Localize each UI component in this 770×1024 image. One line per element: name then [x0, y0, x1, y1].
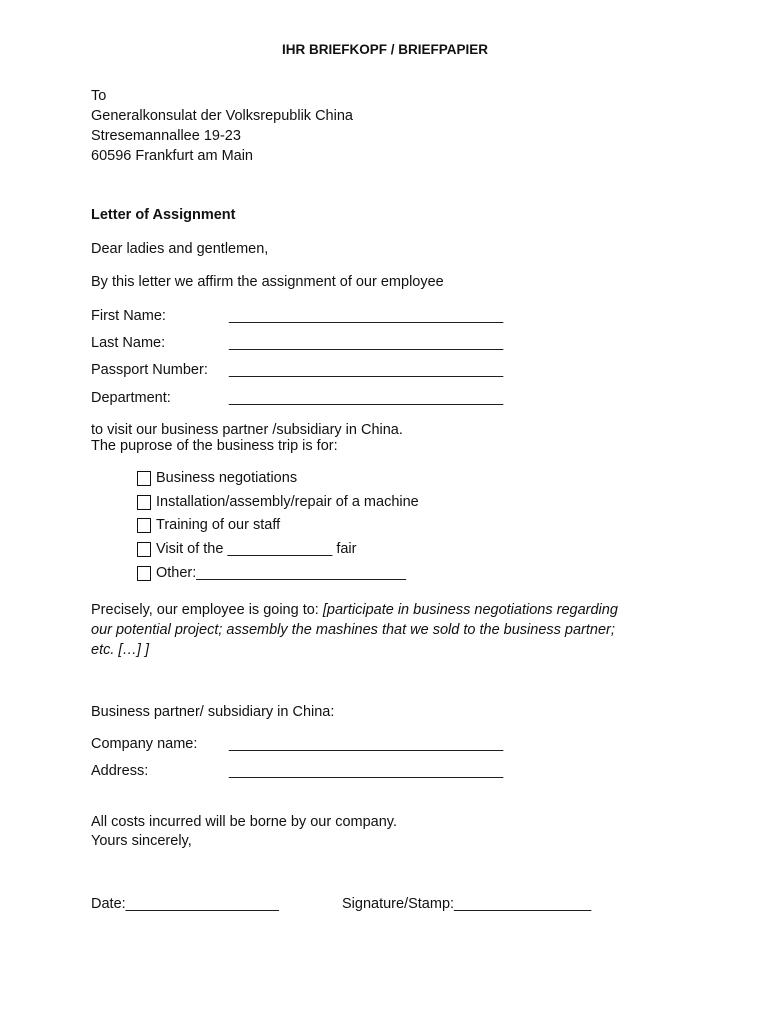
precisely-line-1: [91, 600, 618, 621]
letterhead-title: IHR BRIEFKOPF / BRIEFPAPIER: [281, 42, 488, 57]
letter-subject: Letter of Assignment: [91, 207, 236, 223]
last-name-label: Last Name:: [91, 335, 166, 351]
visit-text-1: to visit our business partner /subsidiary in China.: [91, 422, 403, 438]
first-name-field[interactable]: __________________________________: [229, 308, 504, 324]
purpose-label: Visit of the _____________ fair: [156, 541, 357, 557]
visit-text-2: The puprose of the business trip is for:: [91, 438, 338, 454]
purpose-installation[interactable]: [137, 494, 419, 510]
precisely-line-3: etc. […] ]: [91, 642, 150, 658]
purpose-business-negotiations[interactable]: [137, 470, 297, 486]
precisely-line-2: our potential project; assembly the mashines that we sold to the business partner;: [91, 622, 615, 638]
purpose-label: Installation/assembly/repair of a machine: [156, 494, 419, 510]
address-label: Address:: [91, 763, 149, 779]
company-name-field[interactable]: __________________________________: [229, 736, 504, 752]
passport-number-label: Passport Number:: [91, 362, 208, 378]
checkbox-icon[interactable]: [137, 566, 151, 581]
purpose-label: Training of our staff: [156, 517, 281, 533]
recipient-line-1: Generalkonsulat der Volksrepublik China: [91, 108, 353, 124]
closing-text: Yours sincerely,: [91, 833, 192, 849]
costs-text: All costs incurred will be borne by our company.: [91, 814, 397, 830]
date-field[interactable]: Date:___________________: [91, 896, 279, 912]
department-field[interactable]: __________________________________: [229, 390, 504, 406]
purpose-other[interactable]: [137, 565, 406, 581]
signature-field[interactable]: Signature/Stamp:_________________: [342, 896, 592, 912]
department-label: Department:: [91, 390, 171, 406]
precisely-prefix: Precisely, our employee is going to:: [91, 602, 323, 618]
checkbox-icon[interactable]: [137, 471, 151, 486]
partner-heading: Business partner/ subsidiary in China:: [91, 704, 335, 720]
company-name-label: Company name:: [91, 736, 198, 752]
salutation: Dear ladies and gentlemen,: [91, 241, 269, 257]
checkbox-icon[interactable]: [137, 518, 151, 533]
purpose-fair-visit[interactable]: [137, 541, 356, 557]
passport-number-field[interactable]: __________________________________: [229, 362, 504, 378]
last-name-field[interactable]: __________________________________: [229, 335, 504, 351]
intro-text: By this letter we affirm the assignment of our employee: [91, 274, 444, 290]
purpose-label: Other:__________________________: [156, 565, 406, 581]
checkbox-icon[interactable]: [137, 495, 151, 510]
recipient-line-3: 60596 Frankfurt am Main: [91, 148, 253, 164]
recipient-to: To: [91, 88, 107, 104]
address-field[interactable]: __________________________________: [229, 763, 504, 779]
purpose-label: Business negotiations: [156, 470, 298, 486]
first-name-label: First Name:: [91, 308, 166, 324]
purpose-training[interactable]: [137, 517, 280, 533]
precisely-italic-1: [participate in business negotiations regarding: [322, 602, 618, 618]
recipient-line-2: Stresemannallee 19-23: [91, 128, 241, 144]
checkbox-icon[interactable]: [137, 542, 151, 557]
